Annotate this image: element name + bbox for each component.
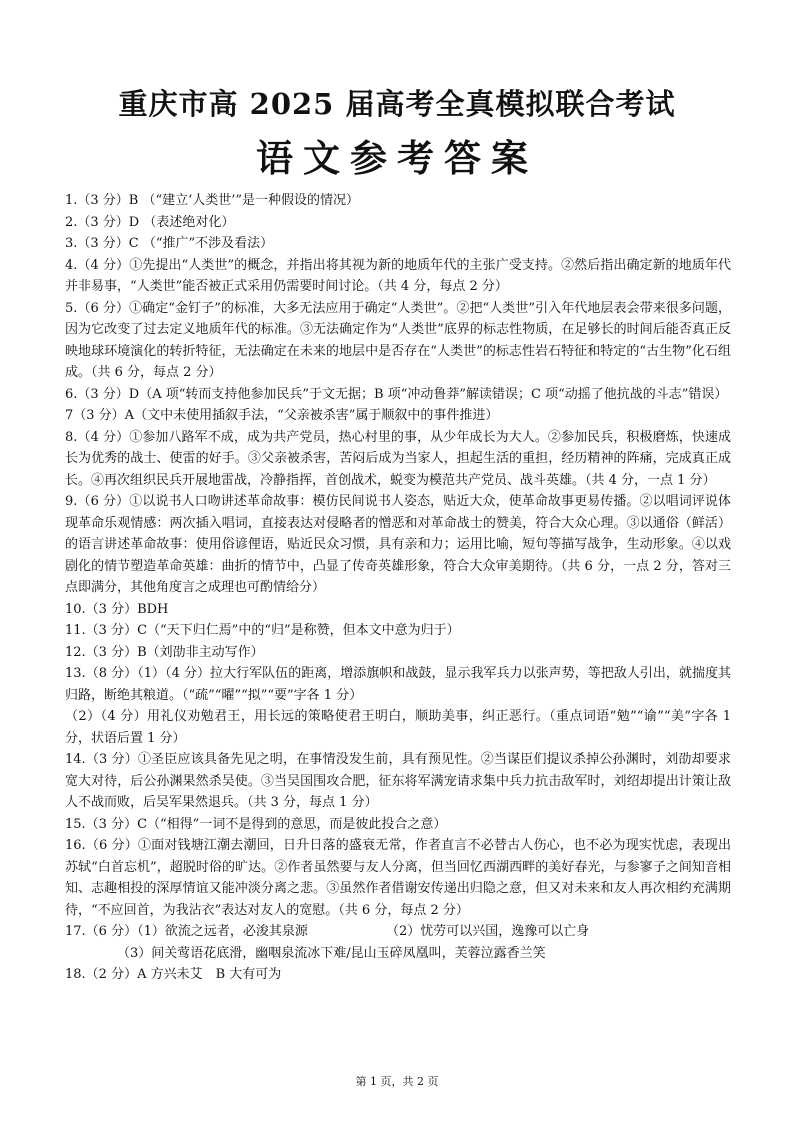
answer-item: 9.（6 分）①以说书人口吻讲述革命故事：模仿民间说书人姿态，贴近大众，使革命故事更易传播。②以唱词评说体现革命乐观情感：两次插入唱词，直接表达对侵略者的憎恶和对革命战士的赞美，符合大众心理。③以通俗（鲜活）的语言讲述革命故事：使用俗谚俚语，贴近民众习惯，具有亲和力；运用比喻，短句等描写战争，生动形象。④以戏剧化的情节塑造革命英雄：曲折的情节中，凸显了传奇英雄形象，符合大众审美期待。（共 6 分，一点 2 分，答对三点即满分，其他角度言之成理也可酌情给分）	[65, 494, 731, 595]
answer-item: 1.（3 分）B （“建立‘人类世’”是一种假设的情况）	[65, 193, 360, 208]
answer-item: 11.（3 分）C（“天下归仁焉”中的“归”是称赞，但本文中意为归于）	[65, 623, 460, 638]
answer-item: 16.（6 分）①面对钱塘江潮去潮回，日升日落的盛衰无常，作者直言不必替古人伤心，也不必为现实忧虑，表现出苏轼“白首忘机”，超脱时俗的旷达。②作者虽然要与友人分离，但当回忆西湖西畔的美好春光，与参寥子之间知音相知、志趣相投的深厚情谊又能冲淡分离之悲。③虽然作者借谢安传递出归隐之意，但又对未来和友人再次相约充满期待，“不应回首，为我沾衣”表达对友人的宽慰。（共 6 分，每点 2 分）	[65, 838, 731, 918]
answer-item: 14.（3 分）①圣臣应该具备先见之明，在事情没发生前，具有预见性。②当谋臣们提议杀掉公孙渊时，刘劭却要求宽大对待，后公孙渊果然杀吴使。③当吴国围攻合肥，征东将军满宠请求集中兵力抗击敌军时，刘绍却提出计策让敌人不战而败，后吴军果然退兵。（共 3 分，每点 1 分）	[65, 752, 731, 810]
answer-item-17	[65, 921, 731, 943]
answer-item: 4.（4 分）①先提出“人类世”的概念，并指出将其视为新的地质年代的主张广受支持。②然后指出确定新的地质年代并非易事，“人类世”能否被正式采用仍需要时间讨论。（共 4 分，每点 2 分）	[65, 257, 731, 294]
answer-item: 2.（3 分）D （表述绝对化）	[65, 214, 235, 230]
answer-list	[65, 190, 731, 986]
answer-17-part-2: （2）忧劳可以兴国，逸豫可以亡身	[386, 924, 590, 939]
page-number: 第 1 页，共 2 页	[355, 1075, 439, 1088]
answer-item-18: 18.（2 分）A 方兴未艾 B 大有可为	[65, 967, 282, 982]
answer-item: 13.（8 分）（1）（4 分）拉大行军队伍的距离，增添旗帜和战鼓，显示我军兵力以张声势，等把敌人引出，就揣度其归路，断绝其粮道。（“疏”“曜”“拟”“要”字各 1 分）	[65, 666, 731, 703]
answer-key-heading: 语文参考答案	[256, 137, 538, 180]
answer-item: 6.（3 分）D（A 项“转而支持他参加民兵”于文无据；B 项“冲动鲁莽”解读错误；C 项“动摇了他抗战的斗志”错误）	[65, 386, 728, 402]
answer-item: 3.（3 分）C （“推广”不涉及看法）	[65, 236, 274, 251]
answer-item: 8.（4 分）①参加八路军不成，成为共产党员，热心村里的事，从少年成长为大人。②参加民兵，积极磨炼，快速成长为优秀的战士、使雷的好手。③父亲被杀害，苦闷后成为当家人，担起生活的重担，经历精神的阵痛，完成真正成长。④再次组织民兵开展地雷战，冷静指挥，首创战术，蜕变为模范共产党员、战斗英雄。（共 4 分，一点 1 分）	[65, 429, 731, 488]
exam-title: 重庆市高 2025 届高考全真模拟联合考试	[118, 87, 676, 121]
answer-item: 15.（3 分）C（“相得”一词不是得到的意思，而是彼此投合之意）	[65, 816, 447, 832]
answer-item: 5.（6 分）①确定“金钉子”的标准，大多无法应用于确定“人类世”。②把“人类世”引入年代地层表会带来很多问题，因为它改变了过去定义地质年代的标准。③无法确定作为“人类世”底界的标志性物质，在足够长的时间后能否真正反映地球环境演化的转折特征，无法确定在未来的地层中是否存在“人类世”的标志性岩石特征和特定的“古生物”化石组成。（共 6 分，每点 2 分）	[65, 300, 731, 380]
answer-17-part-3: （3）间关莺语花底滑，幽咽泉流冰下难/昆山玉碎凤凰叫，芙蓉泣露香兰笑	[117, 945, 546, 961]
answer-item: 7（3 分）A（文中未使用插叙手法，“父亲被杀害”属于顺叙中的事件推进）	[65, 408, 499, 423]
answer-item: （2）（4 分）用礼仪劝勉君王，用长远的策略使君王明白，顺助美事，纠正恶行。（重点词语“勉”“谕”“美”字各 1 分，状语后置 1 分）	[65, 709, 731, 746]
answer-item: 10.（3 分）BDH	[65, 601, 169, 617]
answer-17-part-1: 17.（6 分）（1）欲流之远者，必浚其泉源	[65, 924, 308, 939]
answer-item: 12.（3 分）B（刘劭非主动写作）	[65, 644, 264, 660]
